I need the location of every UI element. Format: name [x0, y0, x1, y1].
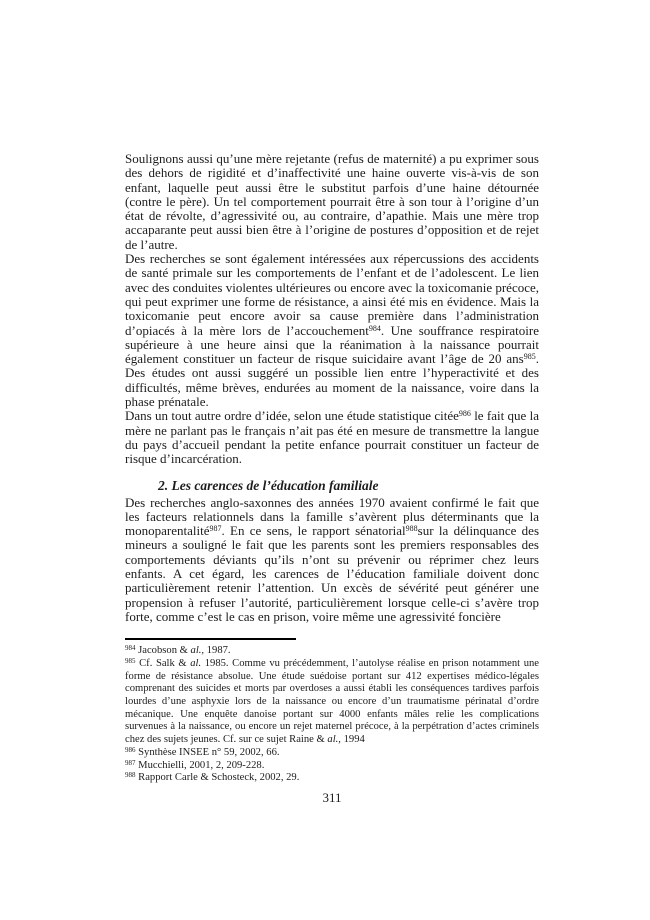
- paragraph-3: Dans un tout autre ordre d’idée, selon une étude statistique citée$^{986}$ le fait que la mère ne parlant pas le français n’ait pas été en mesure de transmettre la langue du pays d’accueil pendant la petite enfance pourrait constituer un facteur de risque d’incarcération.: [125, 408, 539, 467]
- footnote-986: $^{986}$ Synthèse INSEE n° 59, 2002, 66.: [125, 745, 280, 758]
- footnotes-section: [125, 645, 539, 785]
- paragraph-4: Des recherches anglo-saxonnes des années 1970 avaient confirmé le fait que les facteurs relationnels dans la famille s’avèrent plus déterminants que la monoparentalité$^{987}$. En ce sens, le rapport sénatorial$^{988}$sur la délinquance des mineurs a souligné le fait que les parents sont les premiers responsables des comportements déviants qu’ils n’ont su prévenir ou réprimer chez leurs enfants. A cet égard, les carences de l’éducation familiale doivent donc particulièrement retenir l’attention. Un excès de sévérité peut générer une propension à refuser l’autorité, particulièrement lorsque celle-ci s’avère trop forte, comme c’est le cas en prison, voire même une agressivité foncière: [125, 494, 540, 624]
- footnote-987: $^{987}$ Mucchielli, 2001, 2, 209-228.: [125, 758, 265, 771]
- section-heading: 2. Les carences de l’éducation familiale: [158, 477, 379, 493]
- paragraph-2: Des recherches se sont également intéressées aux répercussions des accidents de santé primale sur les comportements de l’enfant et de l’adolescent. Le lien avec des conduites violentes ultérieures ou encore avec la toxicomanie précoce, qui peut exprimer une forme de résistance, a ainsi été mis en évidence. Mais la toxicomanie peut encore avoir sa cause première dans l’administration d’opiacés à la mère lors de l’accouchement$^{984}$. Une souffrance respiratoire supérieure à une heure ainsi que la réanimation à la naissance pourrait également constituer un facteur de risque suicidaire avant l’âge de 20 ans$^{985}$. Des études ont aussi suggéré un possible lien entre l’hyperactivité et des difficultés, même brèves, endurées au moment de la naissance, voire dans la phase prénatale.: [125, 251, 540, 410]
- footnote-985: $^{985}$ Cf. Salk & al. 1985. Comme vu précédemment, l’autolyse réalise en prison notamment une forme de résistance absolue. Une étude suédoise portant sur 412 expertises médico-légales comprenant des suicides et morts par overdoses a aussi établi les conséquences tardives parfois lourdes d’une asphyxie lors de la naissance ou encore d’un traumatisme périnatal d’ordre mécanique. Une enquête danoise portant sur 4000 enfants mâles relie les complications survenues à la naissance, ou encore un rejet maternel précoce, à la perpétration d’actes criminels chez des sujets jeunes. Cf. sur ce sujet Raine & al., 1994: [125, 656, 539, 746]
- paragraph-1: Soulignons aussi qu’une mère rejetante (refus de maternité) a pu exprimer sous des dehors de rigidité et d’inaffectivité une haine ouverte vis-à-vis de son enfant, laquelle peut aussi être le substitut parfois d’une haine détournée (contre le père). Un tel comportement pourrait être à son tour à l’origine d’un état de révolte, d’agressivité ou, au contraire, d’apathie. Mais une mère trop accaparante peut aussi bien être à l’origine de postures d’opposition et de rejet de l’autre.: [125, 151, 539, 252]
- page-text-block: [125, 152, 539, 805]
- page-number: 311: [322, 789, 342, 805]
- footnote-984: $^{984}$ Jacobson & al., 1987.: [125, 644, 231, 657]
- footnote-separator-rule: [125, 638, 296, 640]
- footnote-988: $^{988}$ Rapport Carle & Schosteck, 2002, 29.: [125, 771, 300, 784]
